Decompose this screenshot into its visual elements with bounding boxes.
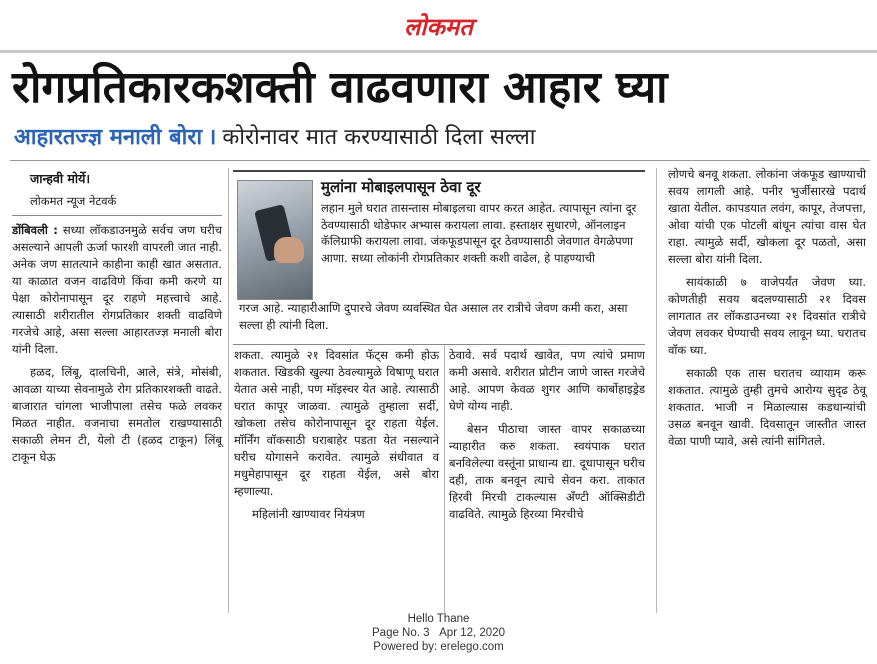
footer-date: Apr 12, 2020 [439,627,505,639]
paragraph: हळद, लिंबू, दालचिनी, आले, संत्रे, मोसंबी, आवळा याच्या सेवनामुळे रोग प्रतिकारशक्ती वाढते. बाजारात चांगला भाजीपाला तसेच फळे लवकर मिळत नाहीत. वजनाचा समतोल राखण्यासाठी सकाळी लेमन टी, येलो टी (हळद टाकून) लिंबू टाकून घेऊ [12,365,222,464]
newspaper-logo: लोकमत [404,13,473,41]
paragraph: बेसन पीठाचा जास्त वापर सकाळच्या न्याहारीत करु शकता. स्वयंपाक घरात बनविलेल्या वस्तूंना प्राधान्य द्या. दूधापासून घरीच दही, ताक बनवून त्याचे सेवन करा. ताकात हिरवी मिरची टाकल्यास अँण्टी ऑक्सिडीटी वाढविते. त्यामुळे हिरव्या मिरचीचे [449,422,645,521]
page-footer [0,612,877,654]
paragraph: ठेवावे. सर्व पदार्थ खावेत, पण त्यांचे प्रमाण कमी असावे. शरीरात प्रोटीन जाणे जास्त गरजेचे आहे. आपण केवळ शुगर आणि कार्बोहाइड्रेड घेणे योग्य नाही. [449,348,645,413]
article-column-1 [12,170,222,472]
article-subhead [14,122,874,154]
paragraph: लोणचे बनवू शकता. लोकांना जंकफूड खाण्याची सवय लागली आहे. पनीर भुर्जीसारखे पदार्थ खाता येतील. कापडयात लवंग, कापूर, तेजपत्ता, ओवा यांची एक पोटली बांधून त्यांचा वास घेत राहा. त्यामुळे सर्दी, खोकला दूर पळतो, असा सल्ला बोरा यांनी दिला. [668,167,866,266]
dateline: डोंबिवली : [12,223,58,237]
masthead-divider [0,50,877,53]
headline-divider [10,160,870,161]
hand-icon [274,237,304,263]
subhead-separator: । [208,125,217,150]
article-column-4 [668,166,866,456]
sidebar-box [233,170,645,345]
column-divider [228,168,229,613]
paragraph [12,222,222,358]
footer-page-number: Page No. 3 [372,627,430,639]
footer-powered-by: Powered by: erelego.com [373,641,504,653]
subhead-text: कोरोनावर मात करण्यासाठी दिला सल्ला [222,125,536,150]
column-divider [656,168,657,613]
paragraph: सायंकाळी ७ वाजेपर्यंत जेवण घ्या. कोणतीही सवय बदलण्यासाठी २१ दिवस लागतात तर लॉकडाउनच्या २१ दिवसांत रात्रीचे जेवण लवकर घेण्याची सवय लावून घ्या. घरातच वॉक घ्या. [668,275,866,357]
footer-page-info [0,626,877,640]
byline-agency: लोकमत न्यूज नेटवर्क [30,194,117,208]
sidebar-box-title: मुलांना मोबाइलपासून ठेवा दूर [321,178,481,196]
sidebar-box-text-continued: गरज आहे. न्याहारीआणि दुपारचे जेवण व्यवस्थित घेत असाल तर रात्रीचे जेवण कमी करा, असा सल्ला ही त्यांनी दिला. [239,301,628,332]
article-column-2 [234,347,439,529]
paragraph: शकता. त्यामुळे २१ दिवसांत फॅट्स कमी होऊ शकतात. खिडकी खुल्या ठेवल्यामुळे विषाणू घरात येतात असे नाही, पण मॉइस्चर येत आहे. त्यासाठी घरात कापूर जाळवा. त्यामुळे तुम्हाला सर्दी, खोकला तसेच कोरोनापासून दूर राहता येईल. मॉर्निंग वॉकसाठी घराबाहेर पडता येत नसल्याने घरीच योगासने करावेत. त्यामुळे संधीवात व मधुमेहापासून दूर राहता येईल, असे बोरा म्हणाल्या. [234,348,439,498]
article-column-3 [449,347,645,529]
column-divider [444,345,445,613]
paragraph-text: सध्या लॉकडाउनमुळे सर्वच जण घरीच असल्याने आपली ऊर्जा फारशी वापरली जात नाही. अनेक जण सातत्याने काहीना काही खात असतात. या काळात वजन वाढविणे किंवा कमी करणे या पेक्षा कोरोनापासून दूर राहणे महत्त्वाचे आहे. त्यासाठी शरीरातील रोगप्रतिकार शक्ती वाढविणे गरजेचे आहे, असा सल्ला आहारतज्ज्ञ मनाली बोरा यांनी दिला. [12,223,222,356]
subhead-highlight: आहारतज्ज्ञ मनाली बोरा [14,125,203,150]
sidebar-box-text: लहान मुले घरात तासन्तास मोबाइलचा वापर करत आहेत. त्यापासून त्यांना दूर ठेवण्यासाठी थोडेफार अभ्यास करायला लावा. हस्ताक्षर सुधारणे, ऑनलाइन कॅलिग्राफी करायला लावा. जंकफूडपासून दूर ठेवण्यासाठी जेवणात वेगळेपणा आणा. सध्या लोकांनी रोगप्रतिकार शक्ती कशी वाढेल, हे पाहण्याची [321,201,637,265]
article-headline: रोगप्रतिकारकशक्ती वाढवणारा आहार घ्या [12,62,668,113]
byline-author: जान्हवी मोर्ये। [30,171,91,186]
footer-edition: Hello Thane [407,613,470,625]
byline-divider [12,215,222,216]
paragraph: सकाळी एक तास घरातच व्यायाम करू शकतात. त्यामुळे तुम्ही तुमचे आरोग्य सुदृढ ठेवू शकतात. भाजी न मिळाल्यास कडधान्यांची उसळ बनवून खावी. दिवसातून जास्तीत जास्त वेळा पाणी प्यावे, असे त्यांनी सांगितले. [668,366,866,448]
child-with-phone-photo [237,180,313,300]
paragraph: महिलांनी खाण्यावर नियंत्रण [252,507,365,521]
